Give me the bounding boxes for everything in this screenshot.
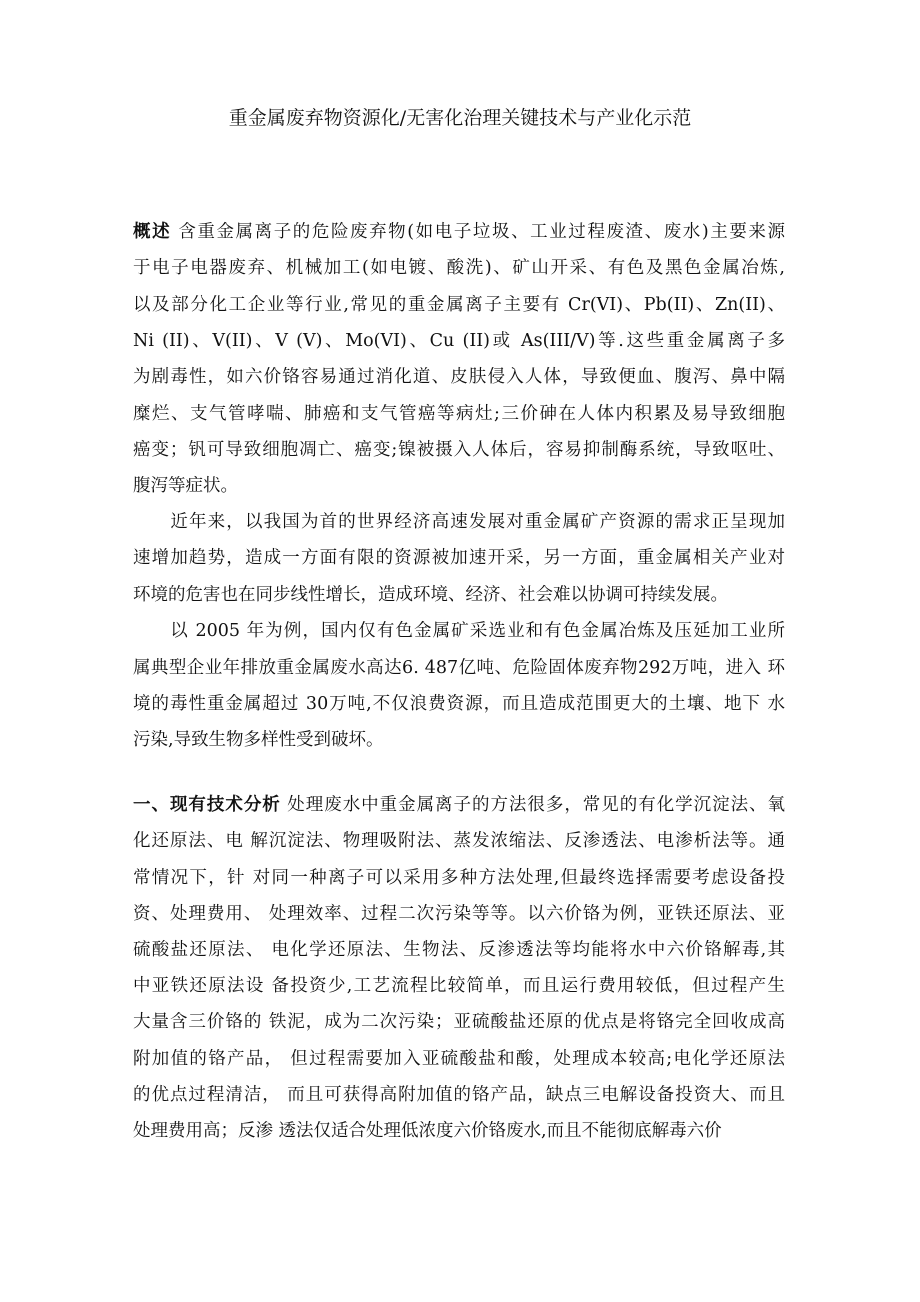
text-line: 附加值的铬产品， 但过程需要加入亚硫酸盐和酸，处理成本较高;电化学还原法: [133, 1049, 785, 1069]
text-line: 中亚铁还原法设 备投资少,工艺流程比较简单，而且运行费用较低，但过程产生: [133, 976, 785, 996]
text-line: Ni (II)、V(II)、V (V)、Mo(VI)、Cu (II)或 As(III/V)等.这些重金属离子多: [133, 331, 785, 351]
text-line: 处理费用高；反渗 透法仅适合处理低浓度六价铬废水,而且不能彻底解毒六价: [133, 1121, 722, 1141]
text-line: 为剧毒性，如六价铬容易通过消化道、皮肤侵入人体，导致便血、腹泻、鼻中隔: [133, 367, 785, 387]
section-heading: 一、现有技术分析: [133, 795, 281, 815]
overview-heading: 概述: [133, 222, 172, 242]
text-line: 糜烂、支气管哮喘、肺癌和支气管癌等病灶;三价砷在人体内积累及易导致细胞: [133, 404, 785, 424]
text-line: 一、现有技术分析 处理废水中重金属离子的方法很多，常见的有化学沉淀法、氧: [133, 795, 786, 815]
text-line: 硫酸盐还原法、 电化学还原法、生物法、反渗透法等均能将水中六价铬解毒,其: [133, 940, 785, 960]
text-line: 概述 含重金属离子的危险废弃物(如电子垃圾、工业过程废渣、废水)主要来源: [133, 222, 786, 242]
text-line: 以及部分化工企业等行业,常见的重金属离子主要有 Cr(VI)、Pb(II)、Zn(II)、: [133, 295, 785, 315]
text-line: 大量含三价铬的 铁泥，成为二次污染；亚硫酸盐还原的优点是将铬完全回收成高: [133, 1012, 785, 1032]
text-line: 近年来，以我国为首的世界经济高速发展对重金属矿产资源的需求正呈现加: [133, 512, 785, 532]
text-line: 资、处理费用、 处理效率、过程二次污染等等。以六价铬为例，亚铁还原法、亚: [133, 904, 785, 924]
text-line: 属典型企业年排放重金属废水高达6. 487亿吨、危险固体废弃物292万吨，进入 环: [133, 658, 785, 678]
text-line: 速增加趋势，造成一方面有限的资源被加速开采，另一方面，重金属相关产业对: [133, 548, 785, 568]
text-line: 环境的危害也在同步线性增长，造成环境、经济、社会难以协调可持续发展。: [133, 585, 728, 605]
text-line: 污染,导致生物多样性受到破坏。: [133, 730, 384, 750]
text-line: 的优点过程清洁， 而且可获得高附加值的铬产品，缺点三电解设备投资大、而且: [133, 1085, 785, 1105]
document-title: 重金属废弃物资源化/无害化治理关键技术与产业化示范: [228, 107, 692, 129]
text-line: 以 2005 年为例，国内仅有色金属矿采选业和有色金属冶炼及压延加工业所: [133, 621, 785, 641]
text-line: 腹泻等症状。: [133, 476, 238, 496]
text-line: 常情况下，针 对同一种离子可以采用多种方法处理,但最终选择需要考虑设备投: [133, 868, 785, 888]
text-line: 化还原法、电 解沉淀法、物理吸附法、蒸发浓缩法、反渗透法、电渗析法等。通: [133, 831, 785, 851]
text-line: 境的毒性重金属超过 30万吨,不仅浪费资源，而且造成范围更大的土壤、地下 水: [133, 694, 785, 714]
text-line: 于电子电器废弃、机械加工(如电镀、酸洗)、矿山开采、有色及黑色金属冶炼,: [133, 258, 785, 278]
text-line: 癌变；钒可导致细胞凋亡、癌变;镍被摄入人体后，容易抑制酶系统，导致呕吐、: [133, 440, 785, 460]
